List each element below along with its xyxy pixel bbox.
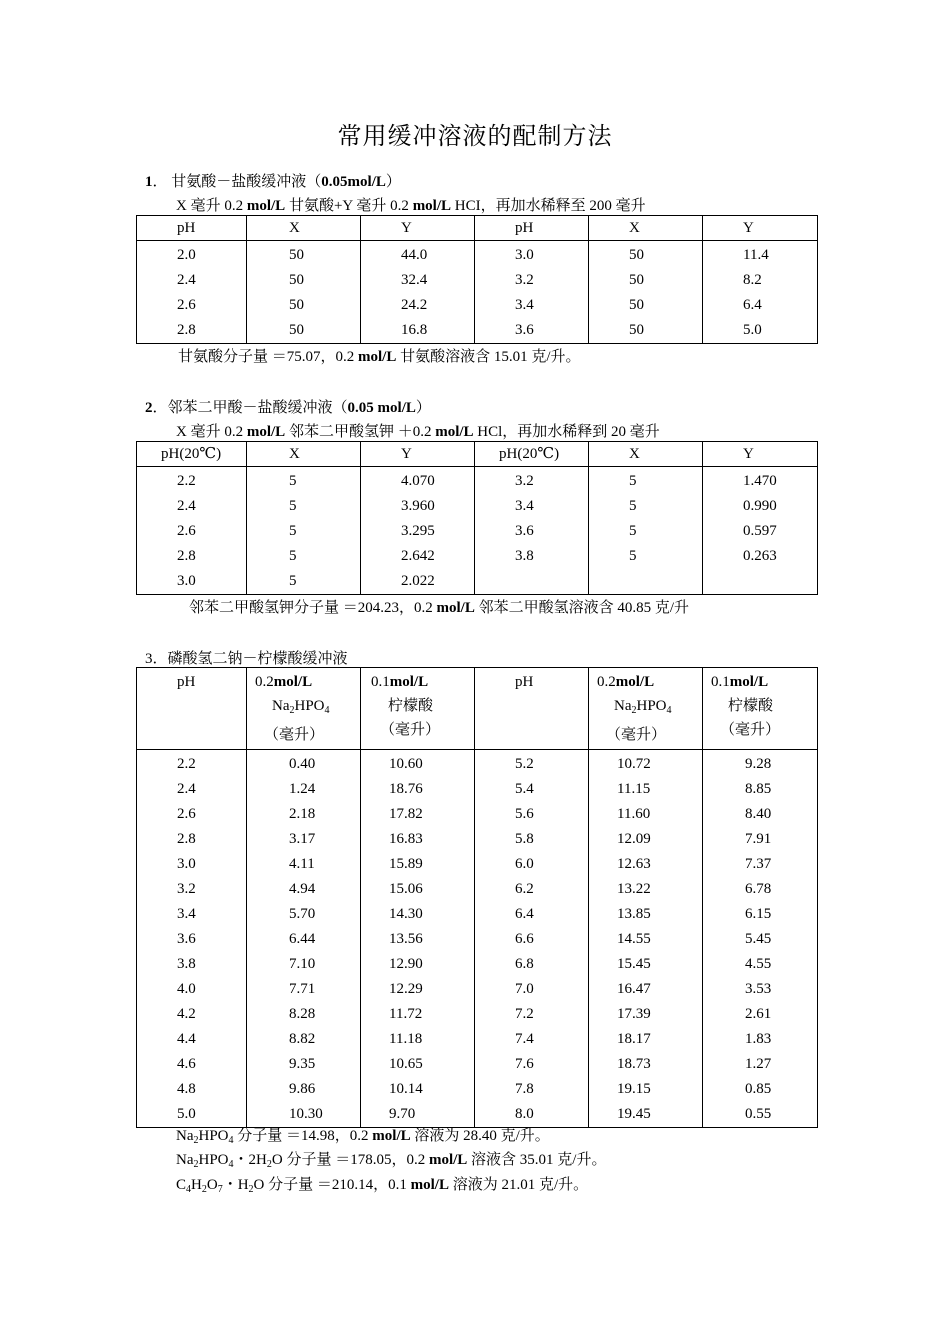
conc-unit: mol/L [389,674,429,690]
table-row [137,927,818,952]
column-header: Y [361,442,475,467]
unit-label: （毫升） [380,722,441,738]
table-cell: 9.28 [703,750,818,778]
table-cell: 6.8 [475,952,589,977]
table-cell: 17.82 [361,802,475,827]
conc-unit: mol/L [729,674,769,690]
table-cell: 50 [247,241,361,269]
column-header: pH(20℃) [137,442,247,467]
table-cell: 10.30 [247,1102,361,1128]
table-cell: 4.4 [177,1031,196,1047]
table-cell: 3.2 [177,881,196,897]
table-cell: 6.4 [475,902,589,927]
table-cell: 9.86 [247,1077,361,1102]
table-row [137,977,818,1002]
table-cell: 3.6 [475,318,589,344]
column-header: X [247,216,361,241]
column-header: pH(20℃) [475,442,589,467]
note-unit: mol/L [358,349,397,365]
table-cell: 10.60 [361,750,475,778]
table-cell: 3.53 [703,977,818,1002]
recipe-unit: mol/L [412,198,452,214]
section1-table [136,215,818,344]
table-row [137,268,818,293]
table-cell: 3.2 [475,467,589,495]
table-row [137,827,818,852]
note-part: 溶液为 21.01 克/升。 [448,1177,589,1193]
table-cell: 50 [589,318,703,344]
section1-recipe [176,194,646,215]
table-cell: 6.4 [703,293,818,318]
table-cell: 14.55 [589,927,703,952]
column-header: Y [703,216,818,241]
table-cell: 5 [247,544,361,569]
table-row [137,952,818,977]
note-part: HPO [198,1152,229,1168]
table-cell: 2.4 [177,498,196,514]
recipe-part: 邻苯二甲酸氢钾 ＋0.2 [285,424,436,440]
table-cell: 50 [589,241,703,269]
section2-table [136,441,818,595]
table-cell: 50 [247,318,361,344]
table-row [137,467,818,495]
table-cell: 8.82 [247,1027,361,1052]
table-cell: 3.4 [177,906,196,922]
table-cell: 7.2 [475,1002,589,1027]
column-header-na2hpo4 [589,668,703,750]
table-cell: 5.0 [703,318,818,344]
section3-heading: 3．磷酸氢二钠－柠檬酸缓冲液 [145,651,348,667]
table-cell: 2.022 [361,569,475,595]
column-header: X [589,216,703,241]
table-cell: 18.73 [589,1052,703,1077]
table-cell: 5 [247,569,361,595]
table-cell: 5.45 [703,927,818,952]
table-cell: 7.37 [703,852,818,877]
conc-value: 0.1 [711,674,730,690]
conc-value: 0.2 [597,674,616,690]
table-cell: 4.55 [703,952,818,977]
conc-value: 0.2 [255,674,274,690]
table-cell: 2.642 [361,544,475,569]
table-cell: 6.44 [247,927,361,952]
formula-subscript: 2 [631,705,637,716]
column-header-citric [361,668,475,750]
table-cell: 5 [589,467,703,495]
table-cell: 7.8 [475,1077,589,1102]
unit-label: （毫升） [264,727,325,743]
note-subscript: 7 [217,1184,223,1195]
table-cell: 50 [589,293,703,318]
table-header-row [137,216,818,241]
table-cell: 3.960 [361,494,475,519]
table-cell: 2.61 [703,1002,818,1027]
page-title: 常用缓冲溶液的配制方法 [337,124,613,150]
note-unit: mol/L [428,1152,468,1168]
table-cell: 4.070 [361,467,475,495]
section1-note [178,345,581,366]
table-row [137,1027,818,1052]
table-cell: 13.56 [361,927,475,952]
note-unit: mol/L [410,1177,449,1193]
table-cell: 32.4 [361,268,475,293]
table-row [137,1077,818,1102]
table-row [137,494,818,519]
column-header: Y [361,216,475,241]
table-cell: 12.29 [361,977,475,1002]
section2-heading-text: 邻苯二甲酸－盐酸缓冲液（ [167,400,348,416]
conc-value: 0.1 [371,674,390,690]
table-row [137,1002,818,1027]
table-cell: 10.72 [589,750,703,778]
table-cell: 5 [247,467,361,495]
table-cell: 6.6 [475,927,589,952]
table-cell: 4.0 [177,981,196,997]
table-cell: 50 [247,293,361,318]
note-part: 分子量 ＝14.98，0.2 [233,1128,373,1144]
note-subscript: 2 [193,1135,199,1146]
table-cell: 11.15 [589,777,703,802]
section3-table [136,667,818,1128]
table-cell: 6.78 [703,877,818,902]
note-part: 溶液为 28.40 克/升。 [410,1128,550,1144]
table-cell: 2.2 [177,473,196,489]
note-unit: mol/L [372,1128,411,1144]
section3-table-body [137,750,818,1128]
table-cell: 10.65 [361,1052,475,1077]
section1-heading: 1． 甘氨酸－盐酸缓冲液（0.05mol/L） [145,174,401,190]
recipe-unit: mol/L [246,424,286,440]
note-part: 邻苯二甲酸氢钾分子量 ＝204.23，0.2 [189,600,437,616]
table-cell: 12.63 [589,852,703,877]
column-header: pH [137,216,247,241]
recipe-part: HCl，再加水稀释到 20 毫升 [473,424,660,440]
table-cell: 5.0 [177,1106,196,1122]
table-cell: 5 [589,544,703,569]
note-part: O 分子量 ＝210.14，0.1 [253,1177,411,1193]
table-cell: 15.06 [361,877,475,902]
citric-label: 柠檬酸 [388,698,434,714]
table-cell: 5 [247,494,361,519]
formula-subscript: 4 [324,705,330,716]
recipe-unit: mol/L [435,424,474,440]
table-cell: 3.0 [177,573,196,589]
note-unit: mol/L [436,600,475,616]
table-row [137,877,818,902]
formula-part: Na [614,698,632,714]
table-cell: 0.597 [703,519,818,544]
table-cell: 0.40 [247,750,361,778]
table-cell: 11.60 [589,802,703,827]
note-subscript: 2 [266,1159,272,1170]
note-part: Na [176,1152,194,1168]
table-cell: 0.263 [703,544,818,569]
table-cell: 13.85 [589,902,703,927]
table-cell: 7.91 [703,827,818,852]
section3-note-3 [176,1173,588,1195]
table-cell: 16.47 [589,977,703,1002]
table-cell: 6.2 [475,877,589,902]
note-subscript: 4 [186,1184,192,1195]
note-part: 甘氨酸溶液含 15.01 克/升。 [396,349,581,365]
note-part: O 分子量 ＝178.05，0.2 [271,1152,429,1168]
formula-part: HPO [636,698,667,714]
table-cell: 7.0 [475,977,589,1002]
note-part: HPO [198,1128,229,1144]
formula-subscript: 4 [666,705,672,716]
note-part: ・2H [233,1152,267,1168]
table-cell: 2.6 [177,297,196,313]
table-cell: 3.8 [475,544,589,569]
table-cell: 19.15 [589,1077,703,1102]
note-part: 甘氨酸分子量 ＝75.07，0.2 [178,349,359,365]
table-cell: 8.40 [703,802,818,827]
table-cell: 11.18 [361,1027,475,1052]
table-cell: 8.28 [247,1002,361,1027]
table-row [137,1052,818,1077]
table-cell: 0.55 [703,1102,818,1128]
table-cell: 18.17 [589,1027,703,1052]
table-cell: 0.85 [703,1077,818,1102]
unit-label: （毫升） [720,722,781,738]
table-cell: 0.990 [703,494,818,519]
table-row [137,777,818,802]
table-cell: 3.0 [475,241,589,269]
formula-part: HPO [294,698,325,714]
table-cell: 19.45 [589,1102,703,1128]
recipe-part: X 毫升 0.2 [176,198,247,214]
table-cell: 4.8 [177,1081,196,1097]
table-cell [703,569,818,595]
table-cell: 7.4 [475,1027,589,1052]
table-cell: 7.71 [247,977,361,1002]
section2-number: 2 [145,400,153,416]
note-subscript: 2 [248,1184,254,1195]
section2-recipe [176,420,660,441]
section2-heading-end: ） [415,400,431,416]
table-cell: 8.2 [703,268,818,293]
note-part: C [176,1177,187,1193]
table-cell: 5 [247,519,361,544]
table-cell: 2.8 [177,548,196,564]
table-cell: 3.8 [177,956,196,972]
table-cell: 44.0 [361,241,475,269]
table-cell: 11.72 [361,1002,475,1027]
table-header-row [137,668,818,750]
table-row [137,802,818,827]
table-row [137,852,818,877]
table-cell: 2.0 [177,247,196,263]
note-part: 邻苯二甲酸氢溶液含 40.85 克/升 [474,600,690,616]
table-cell: 10.14 [361,1077,475,1102]
recipe-unit: mol/L [246,198,286,214]
column-header-na2hpo4 [247,668,361,750]
table-row [137,750,818,778]
column-header-ph: pH [137,668,247,750]
recipe-part: 甘氨酸+Y 毫升 0.2 [285,198,413,214]
table-row [137,902,818,927]
table-cell: 5.8 [475,827,589,852]
conc-unit: mol/L [273,674,313,690]
table-cell: 5 [589,519,703,544]
table-cell: 2.8 [177,322,196,338]
section3-note-2 [176,1148,606,1170]
table-cell: 1.27 [703,1052,818,1077]
table-header-row [137,442,818,467]
recipe-part: HCI，再加水稀释至 200 毫升 [451,198,646,214]
table-cell: 6.0 [475,852,589,877]
table-cell: 11.4 [703,241,818,269]
table-cell: 3.0 [177,856,196,872]
column-header: Y [703,442,818,467]
table-cell: 5.2 [475,750,589,778]
table-cell: 3.295 [361,519,475,544]
table-cell: 5 [589,494,703,519]
table-row [137,569,818,595]
citric-label: 柠檬酸 [728,698,774,714]
table-cell: 7.10 [247,952,361,977]
column-header-ph: pH [475,668,589,750]
section1-heading-conc: 0.05mol/L [321,174,386,190]
note-part: Na [176,1128,194,1144]
column-header: X [589,442,703,467]
column-header: pH [475,216,589,241]
note-part: O [206,1177,218,1193]
table-cell: 2.6 [177,806,196,822]
table-cell: 1.24 [247,777,361,802]
table-cell: 5.4 [475,777,589,802]
table-row [137,544,818,569]
table-cell: 1.83 [703,1027,818,1052]
table-cell: 15.89 [361,852,475,877]
table-cell: 12.09 [589,827,703,852]
table-cell: 4.94 [247,877,361,902]
column-header: X [247,442,361,467]
table-cell: 3.6 [177,931,196,947]
note-subscript: 4 [228,1135,234,1146]
table-cell: 16.8 [361,318,475,344]
table-cell: 15.45 [589,952,703,977]
formula-part: Na [272,698,290,714]
table-cell: 9.70 [361,1102,475,1128]
section2-heading-conc: 0.05 mol/L [347,400,416,416]
note-subscript: 4 [228,1159,234,1170]
table-cell: 9.35 [247,1052,361,1077]
table-cell: 8.0 [475,1102,589,1128]
table-cell: 12.90 [361,952,475,977]
section1-heading-end: ） [385,174,401,190]
unit-label: （毫升） [606,727,667,743]
table-cell: 4.2 [177,1006,196,1022]
table-cell: 2.4 [177,781,196,797]
note-part: 溶液含 35.01 克/升。 [467,1152,607,1168]
recipe-part: X 毫升 0.2 [176,424,247,440]
table-cell: 2.2 [177,756,196,772]
table-cell: 24.2 [361,293,475,318]
column-header-citric [703,668,818,750]
table-cell: 5.70 [247,902,361,927]
table-cell: 17.39 [589,1002,703,1027]
table-cell: 2.6 [177,523,196,539]
table-row [137,241,818,269]
table-cell: 2.18 [247,802,361,827]
table-cell: 4.6 [177,1056,196,1072]
table-cell: 6.15 [703,902,818,927]
table-cell: 18.76 [361,777,475,802]
table-cell: 5.6 [475,802,589,827]
note-part: H [191,1177,202,1193]
table-cell: 13.22 [589,877,703,902]
table-cell: 3.17 [247,827,361,852]
table-cell: 2.8 [177,831,196,847]
table-row [137,318,818,344]
table-cell: 3.4 [475,494,589,519]
formula-subscript: 2 [289,705,295,716]
table-cell: 3.6 [475,519,589,544]
section2-note [189,596,689,617]
note-subscript: 2 [201,1184,207,1195]
table-cell: 3.4 [475,293,589,318]
table-cell: 8.85 [703,777,818,802]
section2-heading: 2．邻苯二甲酸－盐酸缓冲液（0.05 mol/L） [145,400,431,416]
note-subscript: 2 [193,1159,199,1170]
table-cell [475,569,589,595]
table-cell: 7.6 [475,1052,589,1077]
table-row [137,293,818,318]
table-row [137,519,818,544]
conc-unit: mol/L [615,674,655,690]
table-cell: 14.30 [361,902,475,927]
table-cell: 4.11 [247,852,361,877]
note-part: ・H [222,1177,249,1193]
table-cell: 16.83 [361,827,475,852]
table-cell: 3.2 [475,268,589,293]
section3-note-1 [176,1124,550,1146]
table-cell [589,569,703,595]
section1-heading-text: 甘氨酸－盐酸缓冲液（ [171,174,322,190]
section1-number: 1 [145,174,153,190]
table-cell: 1.470 [703,467,818,495]
table-cell: 2.4 [177,272,196,288]
table-cell: 50 [247,268,361,293]
table-cell: 50 [589,268,703,293]
